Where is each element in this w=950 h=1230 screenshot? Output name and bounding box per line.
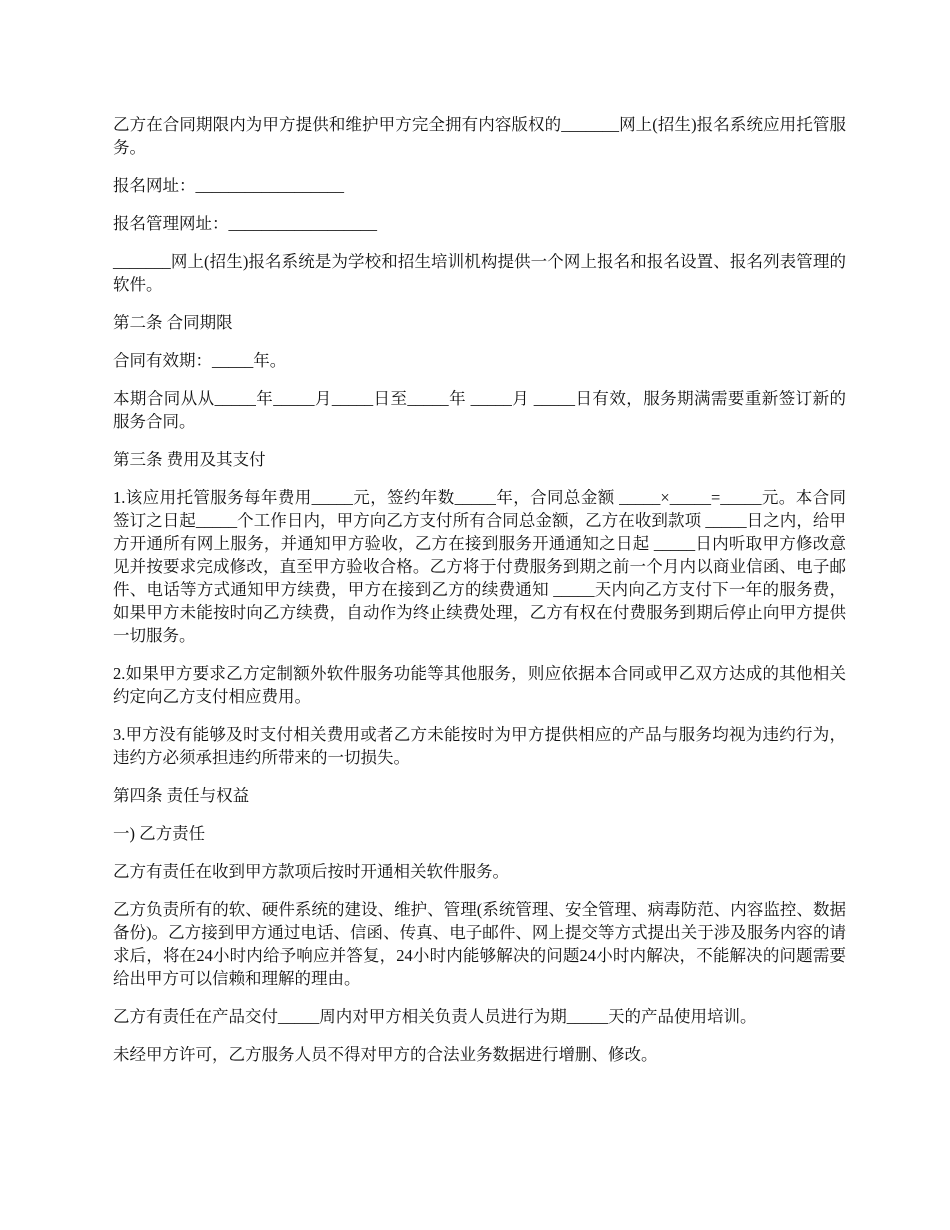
- subheading-party-b-duties: 一) 乙方责任: [113, 824, 206, 843]
- paragraph-hosting-service: 乙方在合同期限内为甲方提供和维护甲方完全拥有内容版权的_______网上(招生)报名系统应用托管服务。: [113, 115, 846, 157]
- paragraph-fees-2: 2.如果甲方要求乙方定制额外软件服务功能等其他服务，则应依据本合同或甲乙双方达成的其他相关约定向乙方支付相应费用。: [113, 664, 846, 706]
- document-body: [113, 113, 846, 1081]
- heading-article-3: 第三条 费用及其支付: [113, 450, 266, 469]
- paragraph-duty-data: 未经甲方许可，乙方服务人员不得对甲方的合法业务数据进行增删、修改。: [113, 1045, 658, 1064]
- heading-article-4: 第四条 责任与权益: [113, 786, 250, 805]
- paragraph-admin-url: 报名管理网址：__________________: [113, 214, 377, 233]
- paragraph-system-description: _______网上(招生)报名系统是为学校和招生培训机构提供一个网上报名和报名设置、报名列表管理的软件。: [113, 252, 846, 294]
- paragraph-contract-period: 本期合同从从_____年_____月_____日至_____年 _____月 _____日有效，服务期满需要重新签订新的服务合同。: [113, 389, 846, 431]
- paragraph-duty-activation: 乙方有责任在收到甲方款项后按时开通相关软件服务。: [113, 862, 509, 881]
- paragraph-fees-3: 3.甲方没有能够及时支付相关费用或者乙方未能按时为甲方提供相应的产品与服务均视为违约行为，违约方必须承担违约所带来的一切损失。: [113, 725, 846, 767]
- heading-article-2: 第二条 合同期限: [113, 313, 233, 332]
- paragraph-fees-1: 1.该应用托管服务每年费用_____元，签约年数_____年，合同总金额 _____×_____=_____元。本合同签订之日起_____个工作日内，甲方向乙方支付所有合同总金额，乙方在收到款项 _____日之内，给甲方开通所有网上服务，并通知甲方验收，乙方在接到服务开通通知之日起 _____日内听取甲方修改意见并按要求完成修改，直至甲方验收合格。乙方将于付费服务到期之前一个月内以商业信函、电子邮件、电话等方式通知甲方续费，甲方在接到乙方的续费通知 _____天内向乙方支付下一年的服务费，如果甲方未能按时向乙方续费，自动作为终止续费处理，乙方有权在付费服务到期后停止向甲方提供一切服务。: [113, 488, 847, 645]
- paragraph-registration-url: 报名网址：__________________: [113, 176, 344, 195]
- paragraph-duty-maintenance: 乙方负责所有的软、硬件系统的建设、维护、管理(系统管理、安全管理、病毒防范、内容监控、数据备份)。乙方接到甲方通过电话、信函、传真、电子邮件、网上提交等方式提出关于涉及服务内容的请求后，将在24小时内给予响应并答复，24小时内能够解决的问题24小时内解决，不能解决的问题需要给出甲方可以信赖和理解的理由。: [113, 900, 846, 988]
- paragraph-duty-training: 乙方有责任在产品交付_____周内对甲方相关负责人员进行为期_____天的产品使用培训。: [113, 1007, 757, 1026]
- paragraph-contract-validity: 合同有效期：_____年。: [113, 351, 287, 370]
